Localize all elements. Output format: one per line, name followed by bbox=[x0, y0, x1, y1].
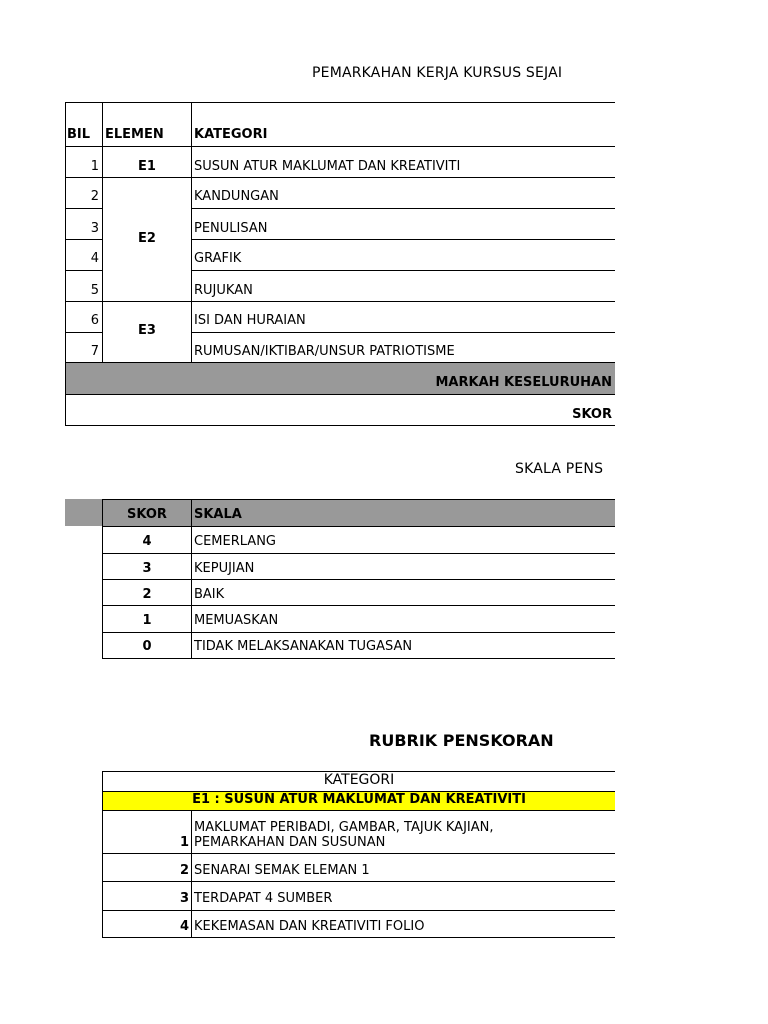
scale-skor: 3 bbox=[142, 561, 152, 576]
main-title: PEMARKAHAN KERJA KURSUS SEJAI bbox=[312, 65, 563, 81]
row-kategori: RUJUKAN bbox=[194, 283, 253, 298]
row-kategori: ISI DAN HURAIAN bbox=[194, 313, 306, 328]
row-bil: 6 bbox=[90, 313, 99, 328]
row-kategori: SUSUN ATUR MAKLUMAT DAN KREATIVITI bbox=[194, 159, 461, 174]
total-marks-label: MARKAH KESELURUHAN bbox=[435, 375, 612, 390]
element-e3: E3 bbox=[138, 323, 156, 338]
element-e2: E2 bbox=[138, 231, 156, 246]
row-kategori: GRAFIK bbox=[194, 251, 242, 266]
scale-title: SKALA PENS bbox=[515, 461, 604, 477]
scale-skala: BAIK bbox=[194, 587, 225, 602]
header-kategori: KATEGORI bbox=[194, 127, 268, 142]
rubric-row-text: MAKLUMAT PERIBADI, GAMBAR, TAJUK KAJIAN, bbox=[194, 820, 494, 835]
row-bil: 5 bbox=[90, 283, 99, 298]
row-kategori: RUMUSAN/IKTIBAR/UNSUR PATRIOTISME bbox=[194, 344, 455, 359]
scale-skor: 0 bbox=[142, 639, 152, 654]
header-bil: BIL bbox=[67, 127, 91, 142]
rubric-header-kategori: KATEGORI bbox=[323, 772, 395, 788]
rubric-section-e1: E1 : SUSUN ATUR MAKLUMAT DAN KREATIVITI bbox=[192, 792, 526, 807]
rubric-row-no: 4 bbox=[179, 919, 189, 934]
rubric-row-text: PEMARKAHAN DAN SUSUNAN bbox=[194, 835, 386, 850]
rubric-row-text: TERDAPAT 4 SUMBER bbox=[194, 891, 333, 906]
scale-skala: KEPUJIAN bbox=[194, 561, 255, 576]
scale-header-skor: SKOR bbox=[127, 507, 167, 522]
rubric-title: RUBRIK PENSKORAN bbox=[369, 731, 554, 750]
scale-skor: 4 bbox=[142, 534, 152, 549]
row-bil: 1 bbox=[90, 159, 99, 174]
header-elemen: ELEMEN bbox=[105, 127, 164, 142]
scale-skor: 1 bbox=[142, 613, 152, 628]
scale-skala: TIDAK MELAKSANAKAN TUGASAN bbox=[194, 639, 413, 654]
score-label: SKOR bbox=[572, 407, 612, 422]
row-kategori: KANDUNGAN bbox=[194, 189, 279, 204]
rubric-row-text: SENARAI SEMAK ELEMAN 1 bbox=[194, 863, 370, 878]
scale-header-skala: SKALA bbox=[194, 507, 242, 522]
row-bil: 7 bbox=[90, 344, 99, 359]
row-bil: 2 bbox=[90, 189, 99, 204]
scale-skor: 2 bbox=[142, 587, 152, 602]
element-e1: E1 bbox=[138, 159, 156, 174]
rubric-row-no: 3 bbox=[179, 891, 189, 906]
row-bil: 4 bbox=[90, 251, 99, 266]
scale-skala: CEMERLANG bbox=[194, 534, 276, 549]
rubric-row-no: 1 bbox=[179, 835, 189, 850]
row-bil: 3 bbox=[90, 221, 99, 236]
scale-skala: MEMUASKAN bbox=[194, 613, 279, 628]
rubric-row-text: KEKEMASAN DAN KREATIVITI FOLIO bbox=[194, 919, 425, 934]
row-kategori: PENULISAN bbox=[194, 221, 268, 236]
rubric-row-no: 2 bbox=[179, 863, 189, 878]
